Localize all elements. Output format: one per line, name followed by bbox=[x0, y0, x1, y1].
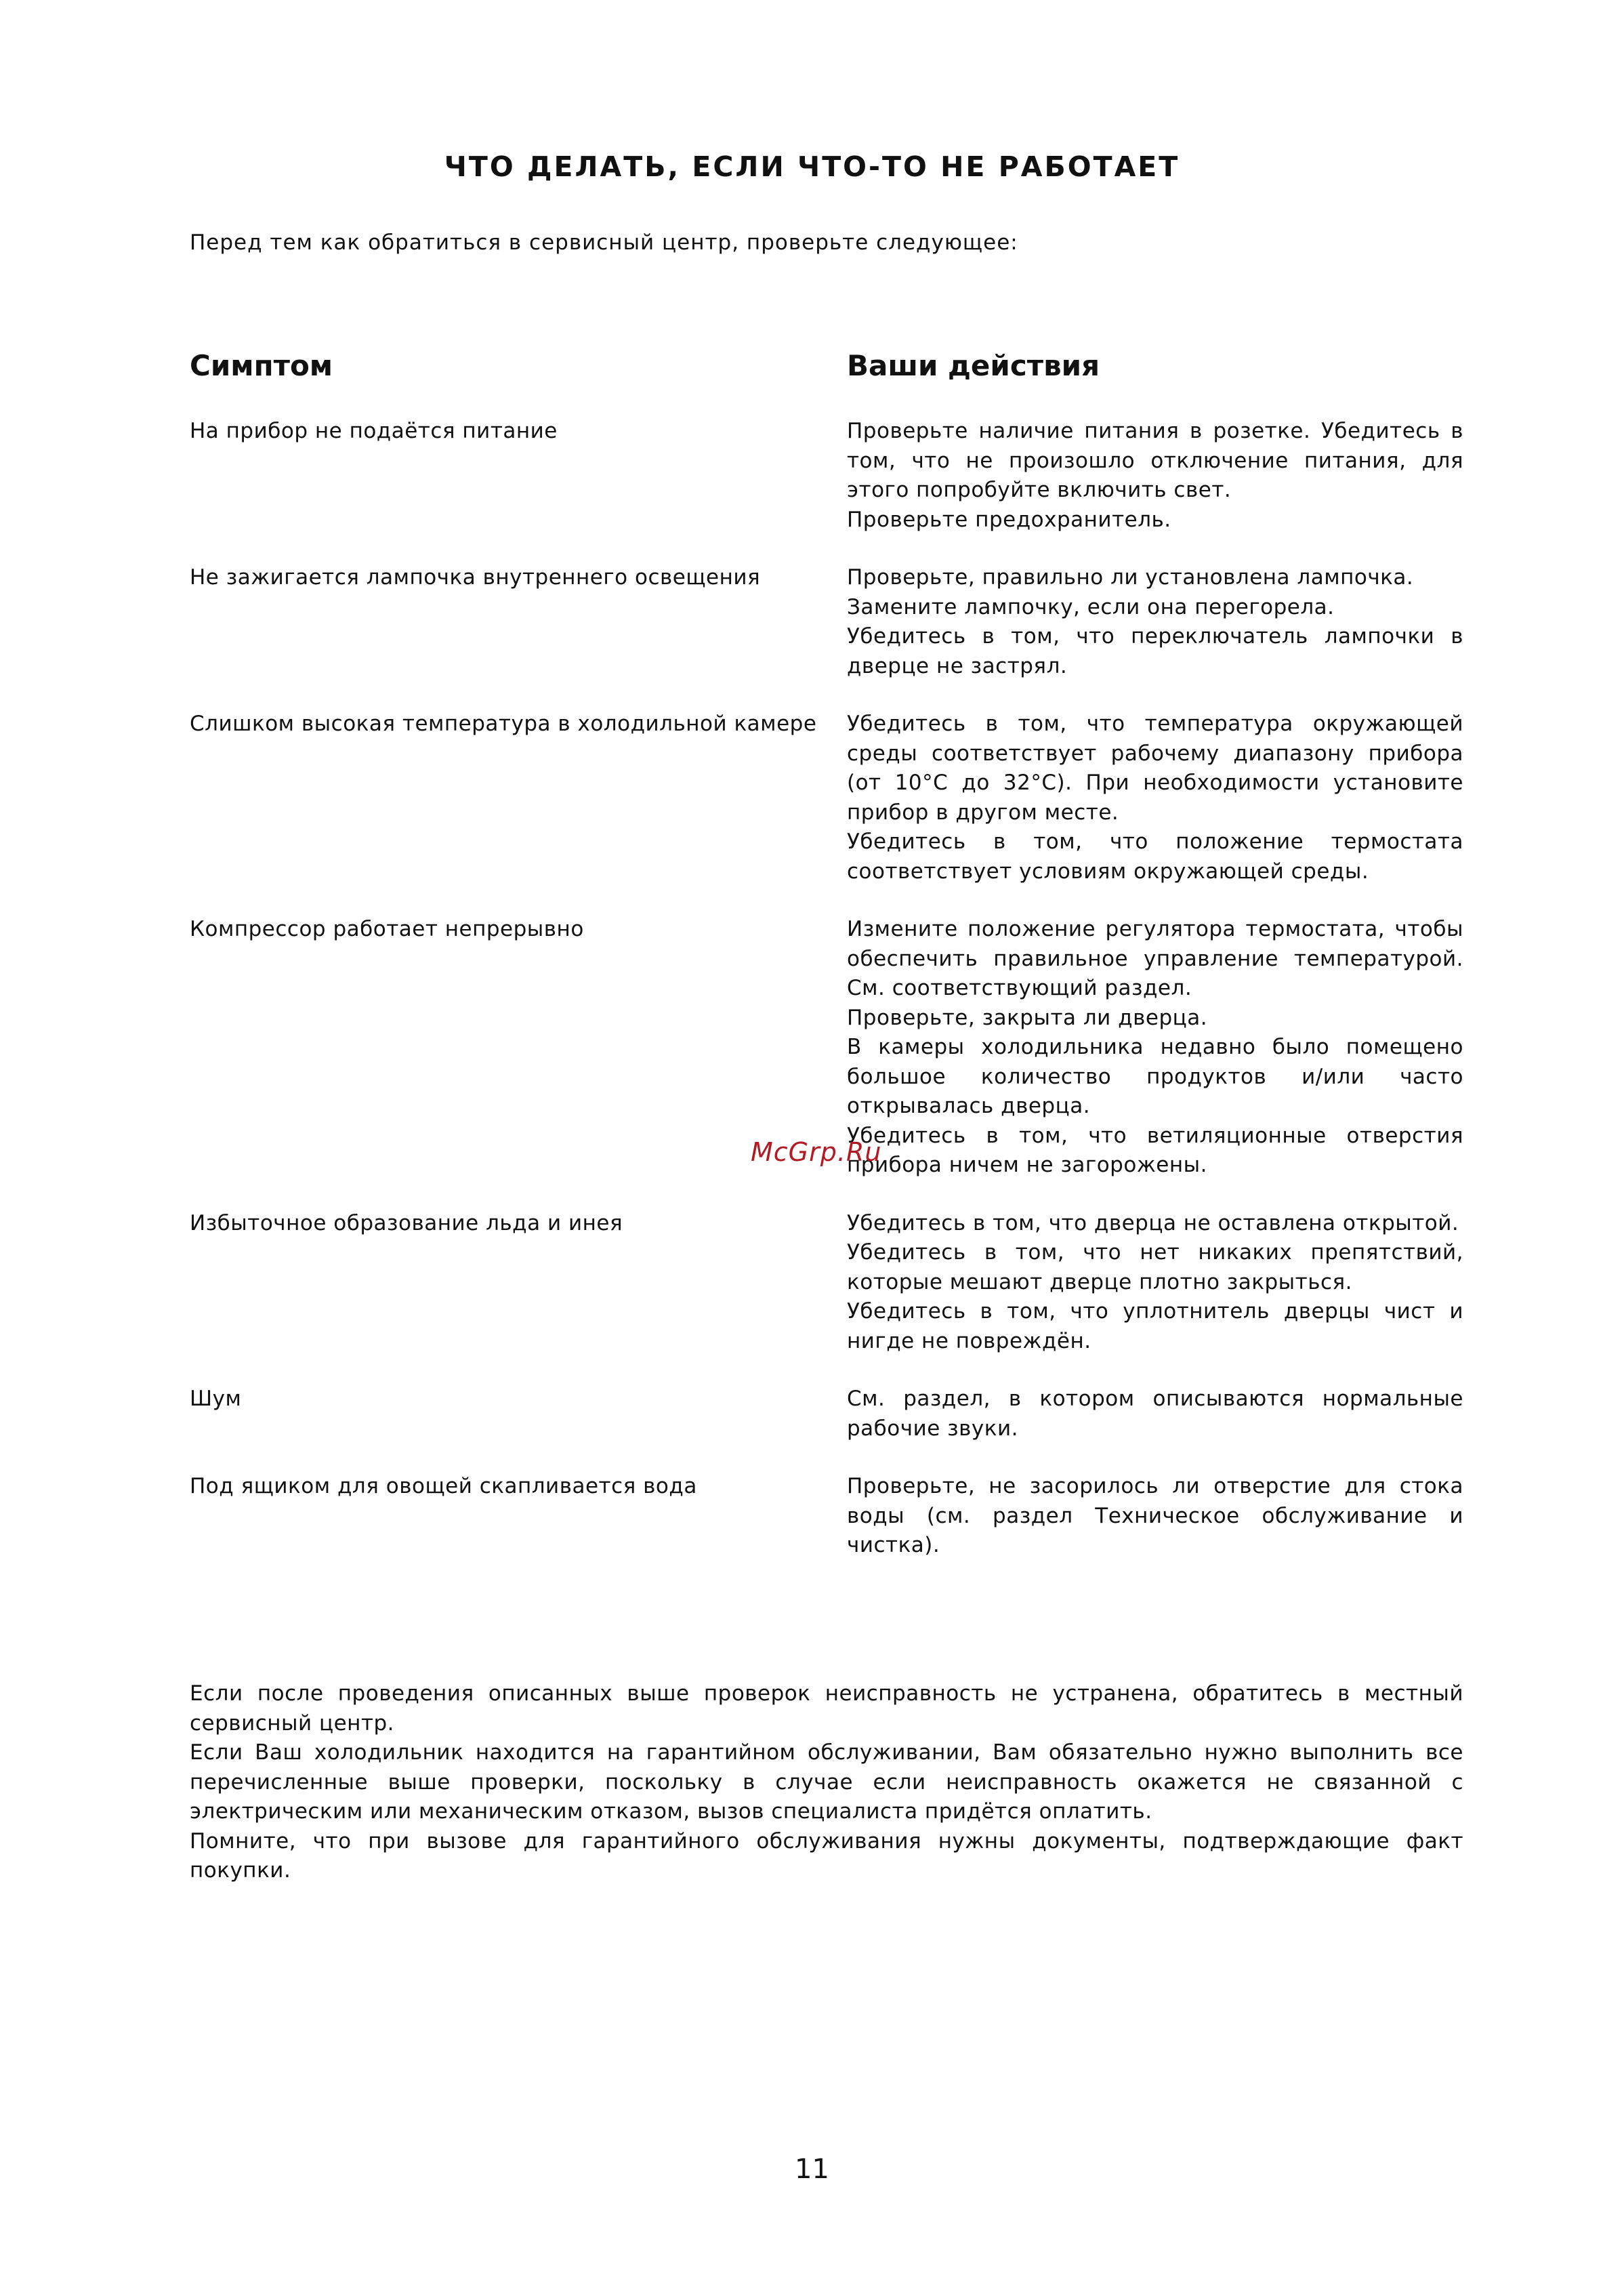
symptom-text: Шум bbox=[190, 1387, 242, 1411]
action-text: Замените лампочку, если она перегорела. bbox=[847, 594, 1335, 619]
table-row bbox=[190, 563, 1477, 681]
action-text: Проверьте, правильно ли установлена лампочка. bbox=[847, 565, 1414, 590]
intro-text: Перед тем как обратиться в сервисный центр, проверьте следующее: bbox=[190, 230, 1018, 255]
action-text: Проверьте наличие питания в розетке. Убедитесь в том, что не произошло отключение питания, для этого попробуйте включить свет. bbox=[847, 419, 1463, 502]
action-text: Убедитесь в том, что положение термостата соответствует условиям окружающей среды. bbox=[847, 829, 1463, 884]
actions-cell bbox=[847, 563, 1463, 681]
action-text: Измените положение регулятора термостата, чтобы обеспечить правильное управление температурой. См. соответствующий раздел. bbox=[847, 917, 1463, 1000]
table-row bbox=[190, 710, 1477, 886]
footer-paragraph: Если после проведения описанных выше проверок неисправность не устранена, обратитесь в местный сервисный центр. bbox=[190, 1681, 1463, 1736]
symptom-text: На прибор не подаётся питание bbox=[190, 419, 558, 443]
footer-paragraph: Если Ваш холодильник находится на гарантийном обслуживании, Вам обязательно нужно выполнить все перечисленные выше проверки, поскольку в случае если неисправность окажется не связанной с электрическим или механическим отказом, вызов специалиста придётся оплатить. bbox=[190, 1740, 1463, 1824]
actions-cell bbox=[847, 915, 1463, 1181]
actions-column-header: Ваши действия bbox=[847, 349, 1100, 382]
action-text: Убедитесь в том, что ветиляционные отверстия прибора ничем не загорожены. bbox=[847, 1123, 1463, 1177]
action-text: Проверьте, закрыта ли дверца. bbox=[847, 1005, 1208, 1030]
table-row bbox=[190, 1472, 1477, 1561]
action-text: Убедитесь в том, что переключатель лампочки в дверце не застрял. bbox=[847, 624, 1463, 678]
actions-cell bbox=[847, 1472, 1463, 1561]
action-text: Проверьте, не засорилось ли отверстие для стока воды (см. раздел Техническое обслуживание и чистка). bbox=[847, 1474, 1463, 1557]
actions-cell bbox=[847, 1385, 1463, 1443]
action-text: Проверьте предохранитель. bbox=[847, 507, 1171, 532]
symptom-column-header: Симптом bbox=[190, 349, 333, 382]
action-text: Убедитесь в том, что уплотнитель дверцы чист и нигде не повреждён. bbox=[847, 1299, 1463, 1353]
action-text: Убедитесь в том, что температура окружающей среды соответствует рабочему диапазону прибора (от 10°С до 32°С). При необходимости установите прибор в другом месте. bbox=[847, 712, 1463, 825]
troubleshooting-table bbox=[190, 417, 1477, 1589]
footer-paragraph: Помните, что при вызове для гарантийного обслуживания нужны документы, подтверждающие факт покупки. bbox=[190, 1828, 1463, 1883]
actions-cell bbox=[847, 710, 1463, 886]
symptom-text: Слишком высокая температура в холодильной камере bbox=[190, 712, 817, 736]
symptom-text: Под ящиком для овощей скапливается вода bbox=[190, 1474, 697, 1498]
page-number: 11 bbox=[795, 2154, 829, 2185]
page-title: ЧТО ДЕЛАТЬ, ЕСЛИ ЧТО-ТО НЕ РАБОТАЕТ bbox=[444, 150, 1180, 183]
table-row bbox=[190, 1209, 1477, 1357]
action-text: Убедитесь в том, что нет никаких препятствий, которые мешают дверце плотно закрыться. bbox=[847, 1240, 1463, 1294]
symptom-text: Избыточное образование льда и инея bbox=[190, 1210, 623, 1235]
actions-cell bbox=[847, 417, 1463, 535]
footer-notes bbox=[190, 1679, 1463, 1886]
actions-cell bbox=[847, 1209, 1463, 1357]
action-text: Убедитесь в том, что дверца не оставлена открытой. bbox=[847, 1210, 1459, 1235]
table-row bbox=[190, 417, 1477, 535]
action-text: См. раздел, в котором описываются нормальные рабочие звуки. bbox=[847, 1387, 1463, 1441]
symptom-text: Не зажигается лампочка внутреннего освещения bbox=[190, 565, 761, 590]
action-text: В камеры холодильника недавно было помещено большое количество продуктов и/или часто открывалась дверца. bbox=[847, 1035, 1463, 1118]
symptom-text: Компрессор работает непрерывно bbox=[190, 917, 584, 941]
table-row bbox=[190, 1385, 1477, 1443]
watermark-text: McGrp.Ru bbox=[751, 1137, 882, 1167]
